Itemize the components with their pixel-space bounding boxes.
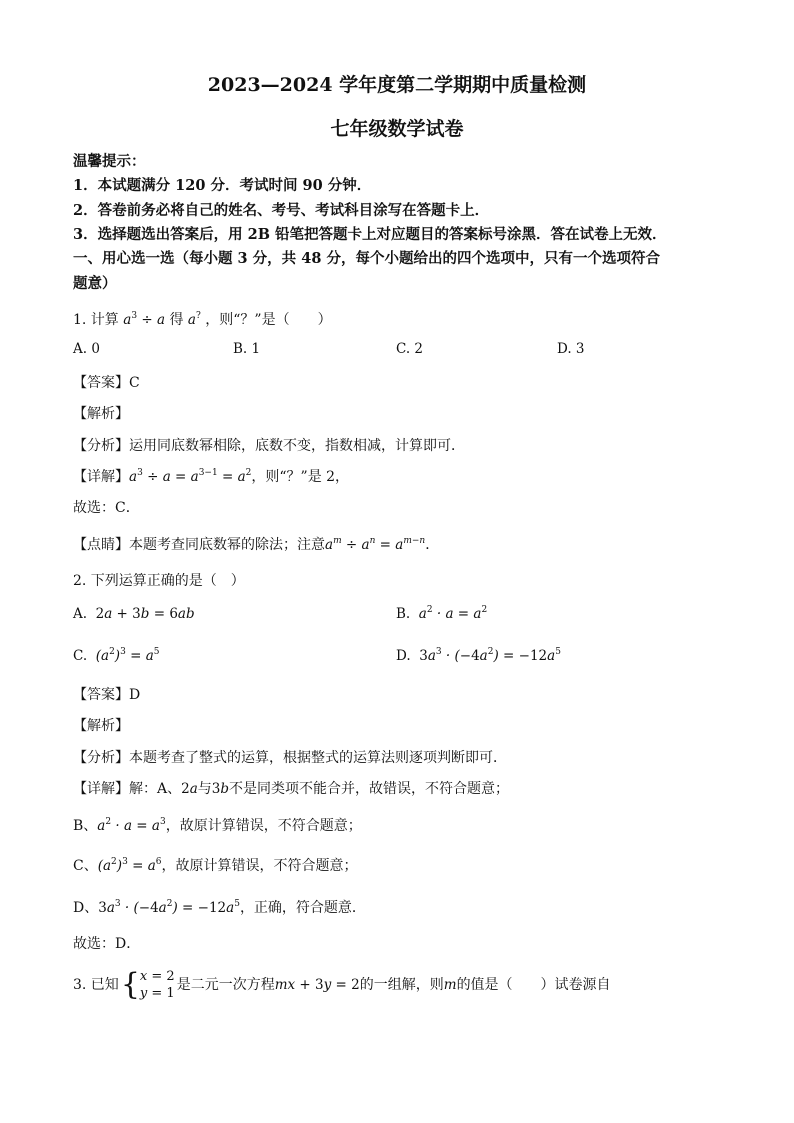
q1-xiangjie-expr: $a^3 \div a = a^{3-1} = a^2$	[129, 468, 252, 485]
q3-system: {x = 2 y = 1	[120, 967, 175, 1002]
q1-option-a: A. 0	[73, 341, 100, 357]
q1-prefix: 1. 计算	[73, 312, 119, 328]
q2-option-b: B. $a^2 \cdot a = a^2$	[396, 605, 488, 622]
q2-fenxi	[73, 747, 507, 767]
q2-guxuan: 故选：D．	[73, 936, 141, 952]
question-3: 3. 已知{x = 2 y = 1是二元一次方程mx + 3y = 2的一组解，则m的值是（ ）试卷源自	[73, 967, 611, 1002]
notice-item-1: 1．本试题满分 120 分．考试时间 90 分钟．	[73, 177, 372, 194]
notice-heading: 温馨提示：	[73, 153, 146, 170]
q1-answer-value: C	[129, 375, 140, 391]
q1-fenxi	[73, 435, 465, 455]
q2-fenxi-tag: 【分析】	[73, 750, 129, 766]
q1-dianjing-expr: $a^m \div a^n = a^{m-n}$	[325, 536, 426, 553]
exam-subtitle: 七年级数学试卷	[330, 118, 464, 140]
q1-dianjing-text: 本题考查同底数幂的除法；注意	[129, 537, 325, 553]
q2-option-d: D. $3a^3 \cdot (-4a^2) = -12a^5$	[396, 647, 561, 664]
q1-mid: 得	[169, 312, 184, 328]
q1-xiangjie	[73, 466, 349, 486]
q2-fenxi-text: 本题考查了整式的运算，根据整式的运算法则逐项判断即可．	[129, 750, 507, 766]
question-1	[73, 309, 332, 329]
q2-xiangjie-d: D、$3a^3 \cdot (-4a^2) = -12a^5$，正确，符合题意．	[73, 899, 366, 916]
q2-xiangjie-tag: 【详解】	[73, 781, 129, 797]
q2-option-c: C. $(a^2)^3 = a^5$	[73, 647, 160, 664]
section1-line2: 题意）	[73, 275, 117, 292]
q2-xiangjie: 【详解】解：A、2a与3b不是同类项不能合并，故错误，不符合题意；	[73, 781, 510, 797]
q1-dianjing-tag: 【点睛】	[73, 537, 129, 553]
q2-xiangjie-c: C、$(a^2)^3 = a^6$，故原计算错误，不符合题意；	[73, 857, 358, 874]
notice-item-3: 3．选择题选出答案后，用 2B 铅笔把答题卡上对应题目的答案标号涂黑．答在试卷上无效．	[73, 226, 667, 243]
q1-answer	[73, 372, 140, 392]
q1-guxuan: 故选：C．	[73, 500, 140, 516]
q2-xiangjie-b: B、$a^2 \cdot a = a^3$，故原计算错误，不符合题意；	[73, 817, 362, 834]
q2-answer	[73, 684, 140, 704]
q1-result: a?	[187, 311, 201, 328]
q2-analysis-tag: 【解析】	[73, 718, 129, 734]
q1-answer-tag: 【答案】	[73, 375, 129, 391]
q1-fenxi-text: 运用同底数幂相除，底数不变，指数相减，计算即可．	[129, 438, 465, 454]
q1-option-c: C. 2	[396, 341, 424, 357]
q1-expr: $a^3 \div a$	[123, 311, 166, 328]
q1-option-d: D. 3	[557, 341, 585, 357]
q2-answer-value: D	[129, 687, 141, 703]
q2-answer-tag: 【答案】	[73, 687, 129, 703]
q2-option-a: A. 2a + 3b = 6ab	[73, 606, 195, 622]
q1-xiangjie-tag: 【详解】	[73, 469, 129, 485]
q1-dianjing: 【点睛】本题考查同底数幂的除法；注意$a^m \div a^n = a^{m-n}$．	[73, 536, 440, 553]
q1-tail: ，则“？”是（ ）	[205, 312, 332, 328]
q1-fenxi-tag: 【分析】	[73, 438, 129, 454]
question-2: 2. 下列运算正确的是（ ）	[73, 573, 245, 589]
q1-analysis-tag: 【解析】	[73, 406, 129, 422]
section1-line1: 一、用心选一选（每小题 3 分，共 48 分，每个小题给出的四个选项中，只有一个选项符合	[73, 250, 660, 267]
q1-xiangjie-tail: ，则“？”是 2，	[251, 469, 350, 485]
q1-option-b: B. 1	[233, 341, 261, 357]
exam-title: 2023—2024 学年度第二学期期中质量检测	[207, 74, 587, 96]
notice-item-2: 2．答卷前务必将自己的姓名、考号、考试科目涂写在答题卡上．	[73, 202, 490, 219]
